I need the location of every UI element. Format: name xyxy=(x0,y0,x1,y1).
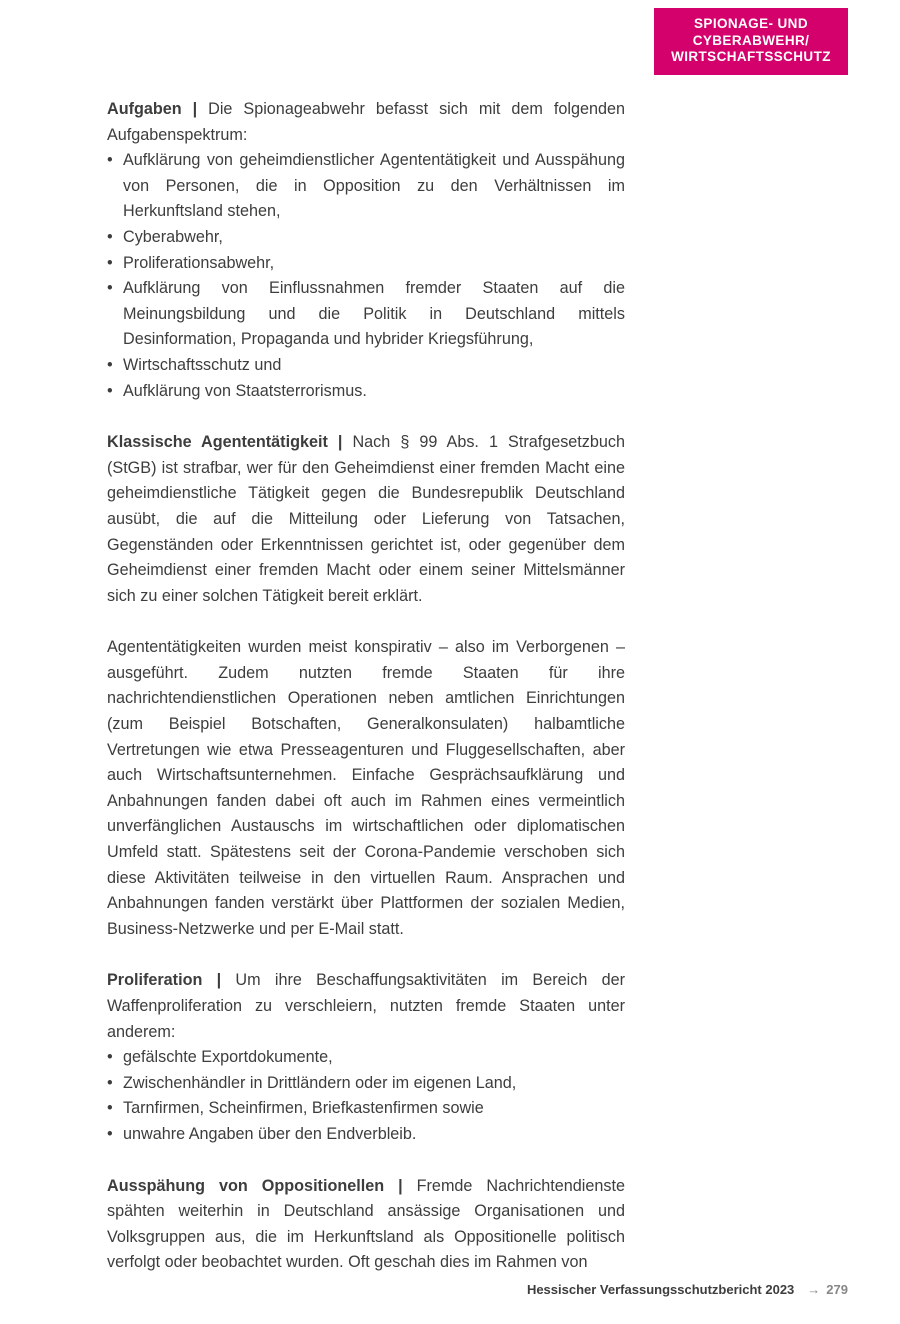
list-item xyxy=(107,148,625,225)
list-item-text: gefälschte Exportdokumente, xyxy=(123,1048,333,1067)
list-item-text: Proliferationsabwehr, xyxy=(123,253,275,272)
page-footer xyxy=(527,1282,848,1297)
list-item xyxy=(107,225,625,251)
section-ausspaehung xyxy=(107,1174,625,1276)
badge-line-2: CYBERABWEHR/ xyxy=(692,32,810,48)
bullet-icon: • xyxy=(107,1099,113,1118)
paragraph-text: Um ihre Beschaffungsaktivitäten im Bereich der Waffenproliferation zu verschleiern, nutzten fremde Staaten unter anderem: xyxy=(107,971,625,1041)
list-item-text: Tarnfirmen, Scheinfirmen, Briefkastenfirmen sowie xyxy=(123,1099,484,1118)
paragraph-text: Die Spionageabwehr befasst sich mit dem folgenden Aufgabenspektrum: xyxy=(107,100,625,144)
badge-line-3: WIRTSCHAFTSSCHUTZ xyxy=(671,49,831,64)
list-item-text: Aufklärung von geheimdienstlicher Agententätigkeit und Ausspähung von Personen, die in Opposition zu den Verhältnissen im Herkunftsland stehen, xyxy=(123,151,625,221)
list-item xyxy=(107,251,625,277)
section-header-badge xyxy=(654,8,848,75)
bullet-list xyxy=(107,1045,625,1147)
paragraph xyxy=(107,635,625,942)
footer-report-title: Hessischer Verfassungsschutzbericht 2023 xyxy=(526,1282,795,1297)
paragraph xyxy=(107,1174,625,1276)
page-number: 279 xyxy=(826,1282,848,1297)
section-aufgaben xyxy=(107,97,625,404)
arrow-right-icon: → xyxy=(807,1282,821,1297)
list-item-text: unwahre Angaben über den Endverbleib. xyxy=(123,1124,417,1143)
list-item xyxy=(107,1122,625,1148)
section-konspirativ xyxy=(107,635,625,942)
list-item xyxy=(107,379,625,405)
list-item-text: Aufklärung von Staatsterrorismus. xyxy=(123,381,367,400)
paragraph-text: Fremde Nachrichtendienste spähten weiterhin in Deutschland ansässige Organisationen und Volksgruppen aus, die im Herkunftsland als Oppositionelle politisch verfolgt oder beobachtet wurden. Oft geschah dies im Rahmen von xyxy=(107,1176,626,1272)
bullet-icon: • xyxy=(107,1048,113,1067)
section-lead: Aufgaben | xyxy=(107,100,209,118)
list-item-text: Aufklärung von Einflussnahmen fremder Staaten auf die Meinungsbildung und die Politik in Deutschland mittels Desinformation, Propaganda und hybrider Kriegsführung, xyxy=(123,279,625,349)
paragraph-text: Agententätigkeiten wurden meist konspirativ – also im Verborgenen – ausgeführt. Zudem nutzten fremde Staaten für ihre nachrichtendienstlichen Operationen neben amtlichen Einrichtungen (zum Beispiel Botschaften, Generalkonsulaten) halbamtliche Vertretungen wie etwa Presseagenturen und Fluggesellschaften, aber auch Wirtschaftsunternehmen. Einfache Gesprächsaufklärung und Anbahnungen fanden dabei oft auch im Rahmen eines vermeintlich unverfänglichen Austauschs im wirtschaftlichen oder diplomatischen Umfeld statt. Spätestens seit der Corona-Pandemie verschoben sich diese Aktivitäten teilweise in den virtuellen Raum. Ansprachen und Anbahnungen fanden verstärkt über Plattformen der sozialen Medien, Business-Netzwerke und per E-Mail statt. xyxy=(107,638,625,938)
section-proliferation xyxy=(107,968,625,1147)
paragraph xyxy=(107,430,625,609)
page-content xyxy=(107,97,625,1276)
paragraph xyxy=(107,97,625,148)
section-lead: Klassische Agententätigkeit | xyxy=(107,433,353,452)
section-klassische-agententaetigkeit xyxy=(107,430,625,609)
list-item-text: Zwischenhändler in Drittländern oder im eigenen Land, xyxy=(123,1073,517,1092)
bullet-icon: • xyxy=(107,1073,113,1092)
list-item xyxy=(107,1071,625,1097)
list-item xyxy=(107,1045,625,1071)
list-item-text: Wirtschaftsschutz und xyxy=(123,355,282,374)
section-lead: Proliferation | xyxy=(107,971,236,990)
bullet-list xyxy=(107,148,625,404)
bullet-icon: • xyxy=(107,279,113,298)
bullet-icon: • xyxy=(107,381,113,400)
bullet-icon: • xyxy=(107,227,113,246)
list-item xyxy=(107,353,625,379)
bullet-icon: • xyxy=(107,355,113,374)
bullet-icon: • xyxy=(107,253,113,272)
bullet-icon: • xyxy=(107,1124,113,1143)
list-item xyxy=(107,1096,625,1122)
badge-line-1: SPIONAGE- UND xyxy=(694,16,808,31)
paragraph-text: Nach § 99 Abs. 1 Strafgesetzbuch (StGB) ist strafbar, wer für den Geheimdienst einer fremden Macht eine geheimdienstliche Tätigkeit gegen die Bundesrepublik Deutschland ausübt, die auf die Mitteilung oder Lieferung von Tatsachen, Gegenständen oder Erkenntnissen gerichtet ist, oder gegenüber dem Geheimdienst einer fremden Macht oder einem seiner Mittelsmänner sich zu einer solchen Tätigkeit bereit erklärt. xyxy=(107,433,626,605)
section-lead: Ausspähung von Oppositionellen | xyxy=(107,1176,417,1195)
list-item xyxy=(107,276,625,353)
bullet-icon: • xyxy=(107,151,113,170)
list-item-text: Cyberabwehr, xyxy=(123,227,223,246)
paragraph xyxy=(107,968,625,1045)
